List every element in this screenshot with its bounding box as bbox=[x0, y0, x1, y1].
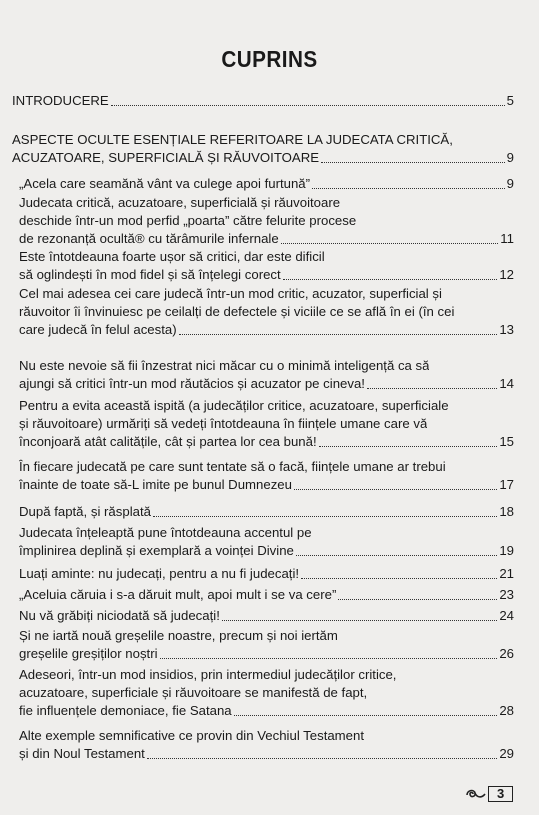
toc-entry-text: Cel mai adesea cei care judecă într-un mod critic, acuzator, superficial și bbox=[19, 286, 442, 301]
toc-entry[interactable] bbox=[0, 248, 539, 284]
toc-entry-text: Judecata înțeleaptă pune întotdeauna accentul pe bbox=[19, 525, 312, 540]
toc-page-number: 13 bbox=[499, 322, 514, 337]
toc-entry-text: Și ne iartă nouă greșelile noastre, precum și noi iertăm bbox=[19, 628, 338, 643]
dot-leader bbox=[294, 489, 497, 490]
dot-leader bbox=[281, 243, 499, 244]
dot-leader bbox=[147, 758, 497, 759]
dot-leader bbox=[321, 162, 505, 163]
toc-page-number: 5 bbox=[506, 93, 514, 108]
page-number: 3 bbox=[488, 786, 513, 802]
toc-entry-text: Pentru a evita această ispită (a judecăților critice, acuzatoare, superficiale bbox=[19, 398, 449, 413]
toc-page-number: 23 bbox=[499, 587, 514, 602]
toc-entry-text: În fiecare judecată pe care sunt tentate să o facă, ființele umane ar trebui bbox=[19, 459, 446, 474]
toc-page-number: 9 bbox=[506, 150, 514, 165]
dot-leader bbox=[234, 715, 498, 716]
toc-page-number: 9 bbox=[506, 176, 514, 191]
toc-page-number: 12 bbox=[499, 267, 514, 282]
toc-entry[interactable] bbox=[0, 727, 539, 763]
toc-entry-text: INTRODUCERE bbox=[12, 93, 109, 108]
toc-entry-text: și din Noul Testament bbox=[19, 746, 145, 761]
toc-entry-text: care judecă în felul acesta) bbox=[19, 322, 177, 337]
dot-leader bbox=[367, 388, 497, 389]
toc-entry-text: de rezonanță ocultă® cu tărâmurile infernale bbox=[19, 231, 279, 246]
toc-entry-text: înconjoară atât calitățile, cât și partea lor cea bună! bbox=[19, 434, 317, 449]
toc-page-number: 19 bbox=[499, 543, 514, 558]
dot-leader bbox=[312, 188, 505, 189]
toc-entry-text: Nu este nevoie să fii înzestrat nici măcar cu o minimă inteligență ca să bbox=[19, 358, 430, 373]
toc-entry[interactable] bbox=[0, 586, 539, 604]
toc-entry-text: ASPECTE OCULTE ESENȚIALE REFERITOARE LA JUDECATA CRITICĂ, bbox=[12, 132, 453, 147]
dot-leader bbox=[301, 578, 497, 579]
toc-entry[interactable] bbox=[0, 131, 539, 167]
toc-entry[interactable] bbox=[0, 194, 539, 248]
page-title: CUPRINS bbox=[221, 46, 318, 72]
toc-entry-text: Judecata critică, acuzatoare, superficială și răuvoitoare bbox=[19, 195, 341, 210]
dot-leader bbox=[319, 446, 498, 447]
toc-entry-text: Nu vă grăbiți niciodată să judecați! bbox=[19, 608, 220, 623]
toc-entry-text: să oglindești în mod fidel și să înțelegi corect bbox=[19, 267, 281, 282]
dot-leader bbox=[338, 599, 497, 600]
toc-page-number: 21 bbox=[499, 566, 514, 581]
toc-entry[interactable] bbox=[0, 92, 539, 110]
dot-leader bbox=[179, 334, 498, 335]
toc-entry-text: Adeseori, într-un mod insidios, prin intermediul judecăților critice, bbox=[19, 667, 397, 682]
toc-entry-text: ACUZATOARE, SUPERFICIALĂ ȘI RĂUVOITOARE bbox=[12, 150, 320, 165]
toc-entry-text: După faptă, și răsplată bbox=[19, 504, 151, 519]
dot-leader bbox=[296, 555, 497, 556]
dot-leader bbox=[153, 516, 497, 517]
toc-entry[interactable] bbox=[0, 627, 539, 663]
toc-entry[interactable] bbox=[0, 458, 539, 494]
dot-leader bbox=[111, 105, 505, 106]
toc-entry-text: „Aceluia căruia i s-a dăruit mult, apoi mult i se va cere” bbox=[19, 587, 337, 602]
toc-page-number: 29 bbox=[499, 746, 514, 761]
toc-page-number: 11 bbox=[500, 231, 514, 246]
toc-entry[interactable] bbox=[0, 503, 539, 521]
toc-entry[interactable] bbox=[0, 607, 539, 625]
toc-entry-text: greșelile greșiților noștri bbox=[19, 646, 158, 661]
toc-page-number: 26 bbox=[499, 646, 514, 661]
toc-page-number: 17 bbox=[499, 477, 514, 492]
toc-page-number: 15 bbox=[499, 434, 514, 449]
toc-entry[interactable] bbox=[0, 285, 539, 339]
toc-page-number: 24 bbox=[499, 608, 514, 623]
toc-page-number: 18 bbox=[499, 504, 514, 519]
page-number-badge bbox=[464, 786, 513, 802]
toc-entry-text: Luați aminte: nu judecați, pentru a nu fi judecați! bbox=[19, 566, 300, 581]
toc-entry[interactable] bbox=[0, 357, 539, 393]
toc-entry[interactable] bbox=[0, 666, 539, 720]
toc-entry-text: Este întotdeauna foarte ușor să critici, dar este dificil bbox=[19, 249, 325, 264]
toc-entry-text: Alte exemple semnificative ce provin din Vechiul Testament bbox=[19, 728, 365, 743]
toc-entry[interactable] bbox=[0, 397, 539, 451]
dot-leader bbox=[222, 620, 497, 621]
toc-entry[interactable] bbox=[0, 175, 539, 193]
dot-leader bbox=[160, 658, 498, 659]
toc-entry-text: fie influențele demoniace, fie Satana bbox=[19, 703, 232, 718]
toc-entry-text: deschide într-un mod perfid „poarta” către felurite procese bbox=[19, 213, 357, 228]
toc-entry[interactable] bbox=[0, 565, 539, 583]
toc-entry-text: și răuvoitoare) urmăriți să vedeți întotdeauna în ființele umane care vă bbox=[19, 416, 428, 431]
toc-entry-text: „Acela care seamănă vânt va culege apoi furtună” bbox=[19, 176, 311, 191]
toc-page-number: 28 bbox=[499, 703, 514, 718]
toc-page-number: 14 bbox=[499, 376, 514, 391]
toc-entry-text: ajungi să critici într-un mod răutăcios și acuzator pe cineva! bbox=[19, 376, 365, 391]
swirl-ornament-icon bbox=[464, 786, 486, 802]
toc-entry-text: răuvoitor îi învinuiesc pe ceilalți de defectele și viciile ce se află în ei (în cei bbox=[19, 304, 455, 319]
toc-entry-text: împlinirea deplină și exemplară a voinței Divine bbox=[19, 543, 294, 558]
dot-leader bbox=[283, 279, 498, 280]
toc-entry[interactable] bbox=[0, 524, 539, 560]
toc-entry-text: înainte de toate să-L imite pe bunul Dumnezeu bbox=[19, 477, 292, 492]
toc-entry-text: acuzatoare, superficiale și răuvoitoare se manifestă de fapt, bbox=[19, 685, 368, 700]
